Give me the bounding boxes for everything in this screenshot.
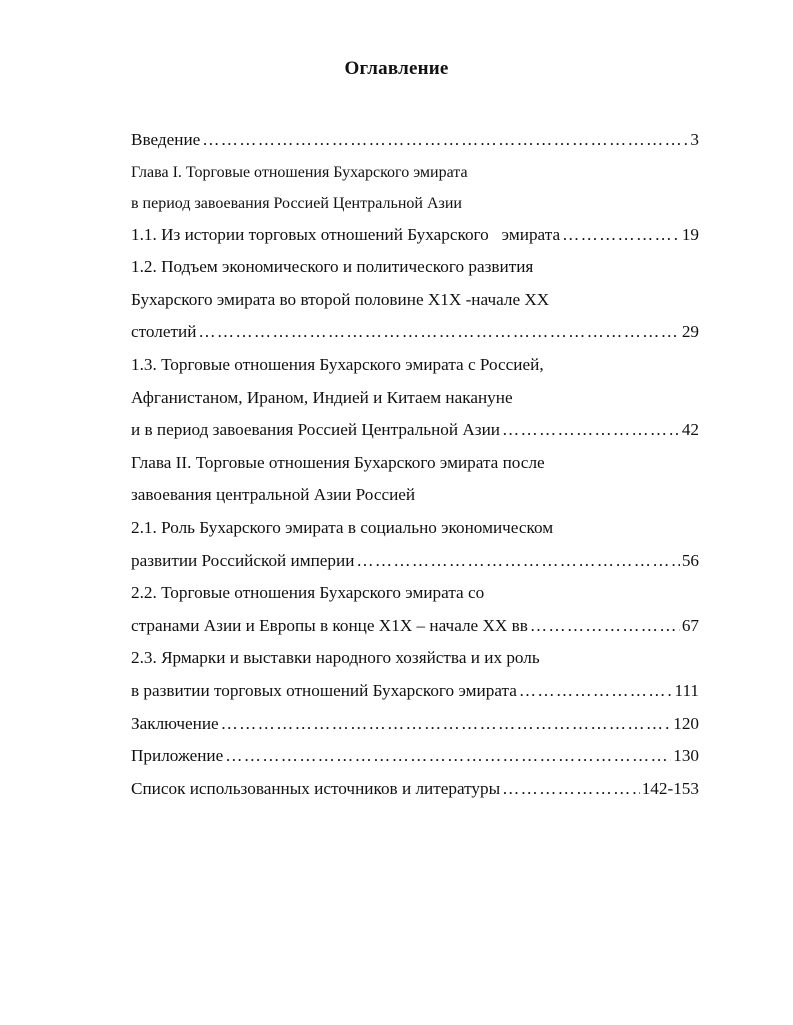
toc-entry-1-3-line-2: Афганистаном, Ираном, Индией и Китаем накануне [131,387,513,407]
page-title: Оглавление [344,58,449,79]
toc-entry-1-3 [131,414,699,447]
toc-entry-text: Приложение [131,746,224,766]
dot-leader [502,414,680,447]
toc-page-number: 29 [681,322,699,342]
toc-entry-text: 1.1. Из истории торговых отношений Бухарского эмирата [131,224,561,244]
dot-leader [225,740,671,773]
toc-entry-2-1-line-1: 2.1. Роль Бухарского эмирата в социально экономическом [131,517,554,537]
toc-page-number: 67 [681,615,699,635]
toc-entry-text: Список использованных источников и литературы [131,778,501,798]
toc-entry-text: развитии Российской империи [131,550,355,570]
dot-leader [356,545,679,578]
toc-page-number: 3 [690,130,699,149]
toc-page-number: 142-153 [641,778,699,798]
dot-leader [221,708,672,741]
toc-entry-conclusion [131,708,699,741]
toc-page-number: 42 [681,420,699,440]
toc-entry-1-2-line-2: Бухарского эмирата во второй половине Х1Х -начале ХХ [131,289,550,309]
toc-page-number: 56 [681,550,699,570]
toc-entry-text: и в период завоевания Россией Центральной Азии [131,420,500,440]
toc-entry-2-3-line-1: 2.3. Ярмарки и выставки народного хозяйства и их роль [131,648,540,668]
toc-chapter-2-heading-cont: завоевания центральной Азии Россией [131,485,416,505]
toc-entry-2-3 [131,675,699,708]
toc-page-number: 111 [674,680,699,700]
dot-leader [530,610,680,643]
toc-page-number: 19 [681,224,699,244]
toc-entry-text: Заключение [131,713,219,733]
toc-entry-text: столетий [131,322,197,342]
toc-entry-appendix [131,740,699,773]
toc-chapter-2-heading: Глава II. Торговые отношения Бухарского эмирата после [131,452,545,472]
toc-page-number: 120 [673,713,699,733]
toc-chapter-1-heading-cont: в период завоевания Россией Центральной Азии [131,194,462,212]
toc-entry-text: Введение [131,130,201,149]
toc-entry-bibliography [131,773,699,806]
toc-entry-introduction [131,124,699,157]
table-of-contents [131,124,699,805]
toc-entry-2-2 [131,610,699,643]
toc-entry-2-1 [131,545,699,578]
dot-leader [198,316,679,349]
toc-entry-1-1 [131,219,699,252]
toc-entry-text: в развитии торговых отношений Бухарского эмирата [131,680,517,700]
toc-entry-2-2-line-1: 2.2. Торговые отношения Бухарского эмирата со [131,583,485,603]
toc-entry-1-2 [131,316,699,349]
toc-entry-1-2-line-1: 1.2. Подъем экономического и политического развития [131,257,534,277]
dot-leader [519,675,673,708]
dot-leader [562,219,680,252]
toc-entry-text: странами Азии и Европы в конце Х1Х – начале ХХ вв [131,615,528,635]
dot-leader [502,773,640,806]
dot-leader [202,124,688,157]
toc-page-number: 130 [673,746,699,766]
toc-entry-1-3-line-1: 1.3. Торговые отношения Бухарского эмирата с Россией, [131,354,544,374]
toc-chapter-1-heading: Глава I. Торговые отношения Бухарского эмирата [131,163,468,181]
